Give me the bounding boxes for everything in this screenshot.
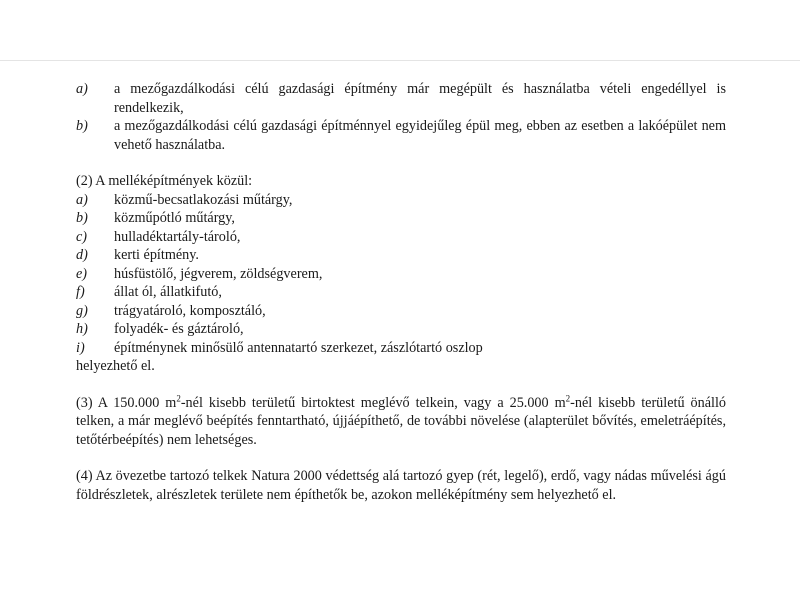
list-item-text: hulladéktartály-tároló, xyxy=(114,228,241,245)
list-item-text: kerti építmény. xyxy=(114,247,199,263)
section-4-paragraph: (4) Az övezetbe tartozó telkek Natura 2000 védettség alá tartozó gyep (rét, legelő), erdő, vagy nádas művelési ágú földrészletek, alrészletek területe nem építhetők be, azokon melléképítmény sem helyezhető el. xyxy=(76,468,726,503)
list-item-text: állat ól, állatkifutó, xyxy=(114,284,222,300)
section-2-item-f xyxy=(76,283,726,302)
list-marker: a) xyxy=(76,81,88,97)
list-item-text: építménynek minősülő antennatartó szerkezet, zászlótartó oszlop xyxy=(114,339,483,356)
document-page xyxy=(76,80,726,504)
section-2-item-h xyxy=(76,320,726,339)
list-marker: e) xyxy=(76,265,88,282)
list-marker: a) xyxy=(76,191,88,208)
section-2-closing: helyezhető el. xyxy=(76,358,155,374)
section-2-heading: (2) A melléképítmények közül: xyxy=(76,173,253,189)
superscript-2: 2 xyxy=(565,392,571,403)
list-item-text: a mezőgazdálkodási célú gazdasági építmény már megépült és használatba vételi engedéllyel is rendelkezik, xyxy=(114,81,726,116)
section-2-item-c xyxy=(76,228,726,247)
list-marker: g) xyxy=(76,302,88,319)
section-2-item-b xyxy=(76,209,726,228)
superscript-2: 2 xyxy=(176,392,181,403)
section-3-text-part-1: (3) A 150.000 m xyxy=(76,394,177,411)
section-3-text-part-3: -nél kisebb területű önálló telken, a már meglévő beépítés fenntartható, újjáépíthető, de további növelése (alapterület bővítés, emeletráépítés, tetőtérbeépítés) nem lehetséges. xyxy=(76,394,726,448)
list-marker: b) xyxy=(76,118,88,134)
list-marker: h) xyxy=(76,321,88,337)
section-3-paragraph xyxy=(76,394,726,450)
intro-list-item-b xyxy=(76,117,726,154)
section-2-item-g xyxy=(76,302,726,321)
section-2-item-a xyxy=(76,191,726,210)
section-3-text-part-2: -nél kisebb területű birtoktest meglévő telkein, vagy a 25.000 m xyxy=(180,394,566,411)
list-marker: i) xyxy=(76,339,85,356)
list-marker: c) xyxy=(76,228,88,245)
list-item-text: folyadék- és gáztároló, xyxy=(114,321,244,337)
list-marker: b) xyxy=(76,210,88,226)
section-2-item-e xyxy=(76,265,726,284)
list-item-text: húsfüstölő, jégverem, zöldségverem, xyxy=(114,265,323,282)
list-marker: d) xyxy=(76,247,88,263)
intro-list-item-a xyxy=(76,80,726,117)
list-marker: f) xyxy=(76,284,85,300)
list-item-text: közmű-becsatlakozási műtárgy, xyxy=(114,191,293,208)
section-2-item-d xyxy=(76,246,726,265)
list-item-text: trágyatároló, komposztáló, xyxy=(114,302,266,319)
top-bar xyxy=(0,0,800,61)
list-item-text: a mezőgazdálkodási célú gazdasági építménnyel egyidejűleg épül meg, ebben az esetben a lakóépület nem vehető használatba. xyxy=(114,118,726,153)
list-item-text: közműpótló műtárgy, xyxy=(114,210,235,226)
section-2-item-i xyxy=(76,339,726,358)
